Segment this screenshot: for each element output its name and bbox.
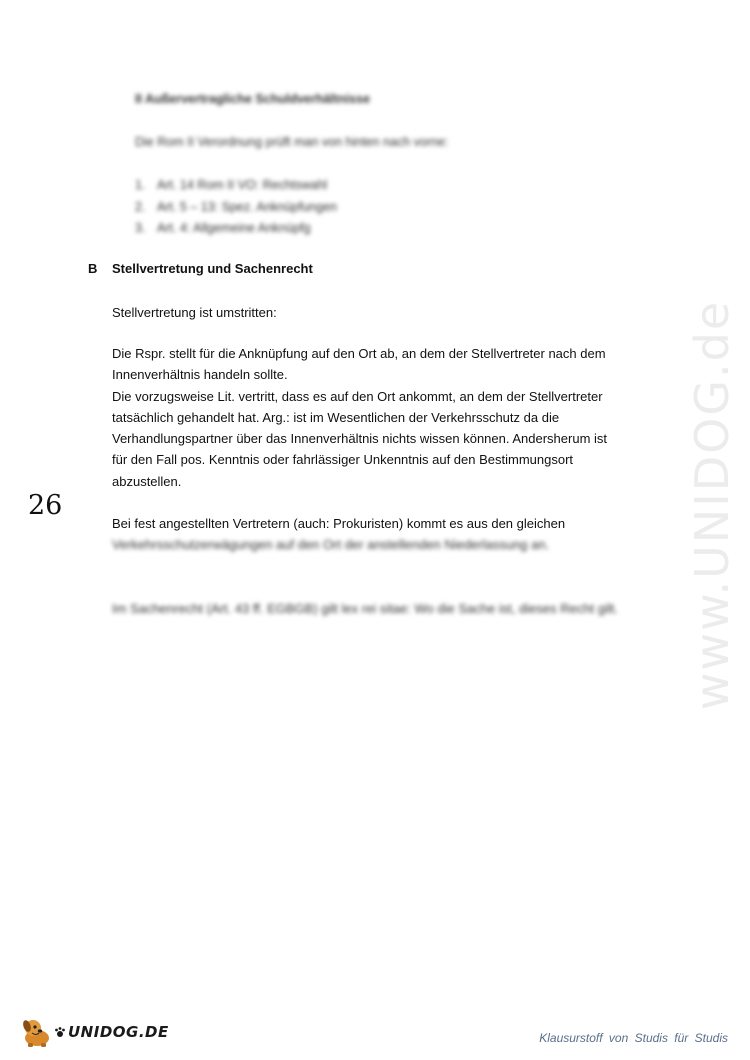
- list-item-text: Art. 14 Rom II VO: Rechtswahl: [157, 178, 328, 192]
- list-item-number: 3.: [135, 221, 146, 235]
- paragraph-fest-angestellte: [112, 513, 652, 556]
- page-number: 26: [28, 490, 63, 521]
- section-ii-intro: Die Rom II Verordnung prüft man von hinten nach vorne:: [135, 135, 449, 149]
- text-line: Die vorzugsweise Lit. vertritt, dass es auf den Ort ankommt, an dem der Stellvertreter: [112, 388, 603, 404]
- logo-text: UNIDOG.DE: [68, 1023, 169, 1041]
- text-line: für den Fall pos. Kenntnis oder fahrlässiger Unkenntnis auf den Bestimmungsort: [112, 452, 574, 468]
- text-line: Verhandlungspartner über das Innenverhältnis nichts wissen können. Andersherum ist: [112, 431, 608, 447]
- text-line-blurred: Verkehrsschutzerwägungen auf den Ort der anstellenden Niederlassung an.: [112, 537, 550, 553]
- list-item-number: 1.: [135, 178, 146, 192]
- text-line: tatsächlich gehandelt hat. Arg.: ist im Wesentlichen der Verkehrsschutz da die: [112, 409, 560, 425]
- section-b-label: B: [88, 261, 98, 276]
- paragraph-rspr-lit: [112, 343, 652, 492]
- list-item-text: Art. 4: Allgemeine Anknüpfg: [157, 221, 311, 235]
- text-line: abzustellen.: [112, 473, 182, 489]
- list-item-text: Art. 5 – 13: Spez. Anknüpfungen: [157, 199, 337, 214]
- list-item: [135, 197, 337, 219]
- rules-list: [135, 175, 337, 240]
- unidog-logo: [20, 1016, 169, 1048]
- footer-slogan: Klausurstoff von Studis für Studis: [539, 1031, 728, 1045]
- text-line: Bei fest angestellten Vertretern (auch: Prokuristen) kommt es aus den gleichen: [112, 516, 566, 531]
- list-item: [135, 175, 337, 197]
- paw-icon: [54, 1026, 66, 1038]
- text-line: Innenverhältnis handeln sollte.: [112, 367, 288, 383]
- section-b-title: Stellvertretung und Sachenrecht: [112, 261, 313, 276]
- text-line: Die Rspr. stellt für die Anknüpfung auf den Ort ab, an dem der Stellvertreter nach dem: [112, 346, 606, 361]
- dog-icon: [20, 1016, 54, 1048]
- list-item-number: 2.: [135, 199, 146, 214]
- section-heading-ii: II Außervertragliche Schuldverhältnisse: [135, 92, 371, 106]
- paragraph-sachenrecht: Im Sachenrecht (Art. 43 ff. EGBGB) gilt lex rei sitae: Wo die Sache ist, dieses Recht gilt.: [112, 601, 619, 616]
- watermark: www.UNIDOG.de: [685, 299, 739, 711]
- paragraph-stellvertretung-intro: Stellvertretung ist umstritten:: [112, 305, 277, 320]
- list-item: [135, 218, 337, 240]
